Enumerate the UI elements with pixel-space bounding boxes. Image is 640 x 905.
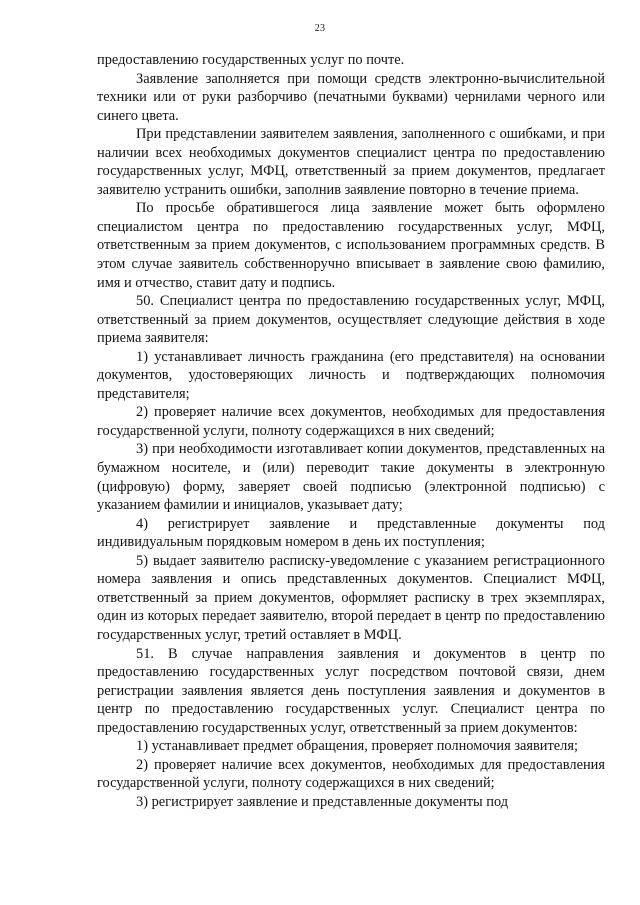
list-item-50-4: 4) регистрирует заявление и представленные документы под индивидуальным порядковым номером в день их поступления;	[97, 515, 605, 551]
list-item-50-3: 3) при необходимости изготавливает копии документов, представленных на бумажном носителе, и (или) переводит такие документы в электронную (цифровую) форму, заверяет своей подписью (электронной подписью) с указанием фамилии и инициалов, указывает дату;	[97, 441, 605, 514]
list-item-51-2: 2) проверяет наличие всех документов, необходимых для предоставления государственной услуги, полноту содержащихся в них сведений;	[97, 756, 605, 792]
paragraph-specialist-filling: По просьбе обратившегося лица заявление может быть оформлено специалистом центра по предоставлению государственных услуг, МФЦ, ответственным за прием документов, с использованием программных средств. В этом случае заявитель собственноручно вписывает в заявление свою фамилию, имя и отчество, ставит дату и подпись.	[97, 200, 605, 291]
page-number: 23	[314, 23, 326, 34]
paragraph-continuation: предоставлению государственных услуг по почте.	[97, 52, 405, 68]
paragraph-clause-51: 51. В случае направления заявления и документов в центр по предоставлению государственных услуг посредством почтовой связи, днем регистрации заявления является день поступления заявления и документов в центр по предоставлению государственных услуг. Специалист центра по предоставлению государственных услуг, ответственный за прием документов:	[97, 645, 605, 736]
paragraph-clause-50: 50. Специалист центра по предоставлению государственных услуг, МФЦ, ответственный за прием документов, осуществляет следующие действия в ходе приема заявителя:	[97, 293, 605, 347]
list-item-50-1: 1) устанавливает личность гражданина (его представителя) на основании документов, удостоверяющих личность и подтверждающих полномочия представителя;	[97, 348, 605, 402]
document-body	[97, 51, 605, 811]
list-item-51-1: 1) устанавливает предмет обращения, проверяет полномочия заявителя;	[136, 738, 578, 755]
list-item-51-3: 3) регистрирует заявление и представленные документы под	[136, 793, 509, 810]
list-item-50-5: 5) выдает заявителю расписку-уведомление с указанием регистрационного номера заявления и опись представленных документов. Специалист МФЦ, ответственный за прием документов, оформляет расписку в трех экземплярах, один из которых передает заявителю, второй передает в центр по предоставлению государственных услуг, третий оставляет в МФЦ.	[97, 552, 605, 643]
paragraph-errors-correction: При представлении заявителем заявления, заполненного с ошибками, и при наличии всех необходимых документов специалист центра по предоставлению государственных услуг, МФЦ, ответственный за прием документов, предлагает заявителю устранить ошибки, заполнив заявление повторно в течение приема.	[97, 126, 605, 198]
paragraph-filling-method: Заявление заполняется при помощи средств электронно-вычислительной техники или от руки разборчиво (печатными буквами) чернилами черного или синего цвета.	[97, 70, 605, 124]
list-item-50-2: 2) проверяет наличие всех документов, необходимых для предоставления государственной услуги, полноту содержащихся в них сведений;	[97, 404, 605, 439]
